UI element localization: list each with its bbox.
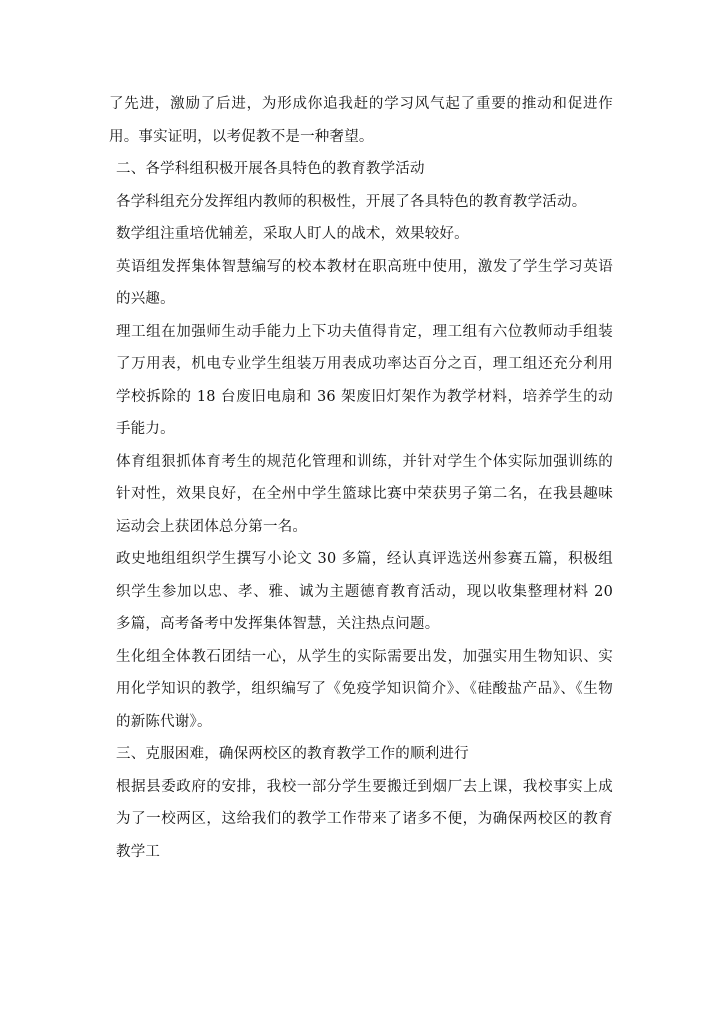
body-paragraph: 理工组在加强师生动手能力上下功夫值得肯定，理工组有六位教师动手组装了万用表，机电专业学生组装万用表成功率达百分之百，理工组还充分利用学校拆除的 18 台废旧电扇和 36 架废旧灯架作为教学材料，培养学生的动手能力。: [116, 323, 613, 437]
body-paragraph: 英语组发挥集体智慧编写的校本教材在职高班中使用，激发了学生学习英语的兴趣。: [116, 258, 613, 307]
body-paragraph: 了先进，激励了后进，为形成你追我赶的学习风气起了重要的推动和促进作用。事实证明，以考促教不是一种奢望。: [109, 96, 613, 145]
section-heading: 二、各学科组积极开展各具特色的教育教学活动: [116, 161, 425, 177]
document-body: [109, 88, 613, 868]
body-paragraph: 生化组全体教石团结一心，从学生的实际需要出发，加强实用生物知识、实用化学知识的教学，组织编写了《免疫学知识简介》、《硅酸盐产品》、《生物的新陈代谢》。: [116, 648, 613, 730]
body-paragraph: 根据县委政府的安排，我校一部分学生要搬迁到烟厂去上课，我校事实上成为了一校两区，这给我们的教学工作带来了诸多不便，为确保两校区的教育教学工: [116, 778, 613, 860]
body-paragraph: 数学组注重培优辅差，采取人盯人的战术，效果较好。: [116, 226, 469, 242]
section-heading: 三、克服困难，确保两校区的教育教学工作的顺利进行: [116, 746, 469, 762]
body-paragraph: 各学科组充分发挥组内教师的积极性，开展了各具特色的教育教学活动。: [116, 193, 587, 210]
body-paragraph: 体育组狠抓体育考生的规范化管理和训练，并针对学生个体实际加强训练的针对性，效果良好，在全州中学生篮球比赛中荣获男子第二名，在我县趣味运动会上获团体总分第一名。: [116, 453, 613, 535]
body-paragraph: 政史地组组织学生撰写小论文 30 多篇，经认真评选送州参赛五篇，积极组织学生参加以忠、孝、雅、诚为主题德育教育活动，现以收集整理材料 20 多篇，高考备考中发挥集体智慧，关注热点问题。: [116, 551, 613, 632]
